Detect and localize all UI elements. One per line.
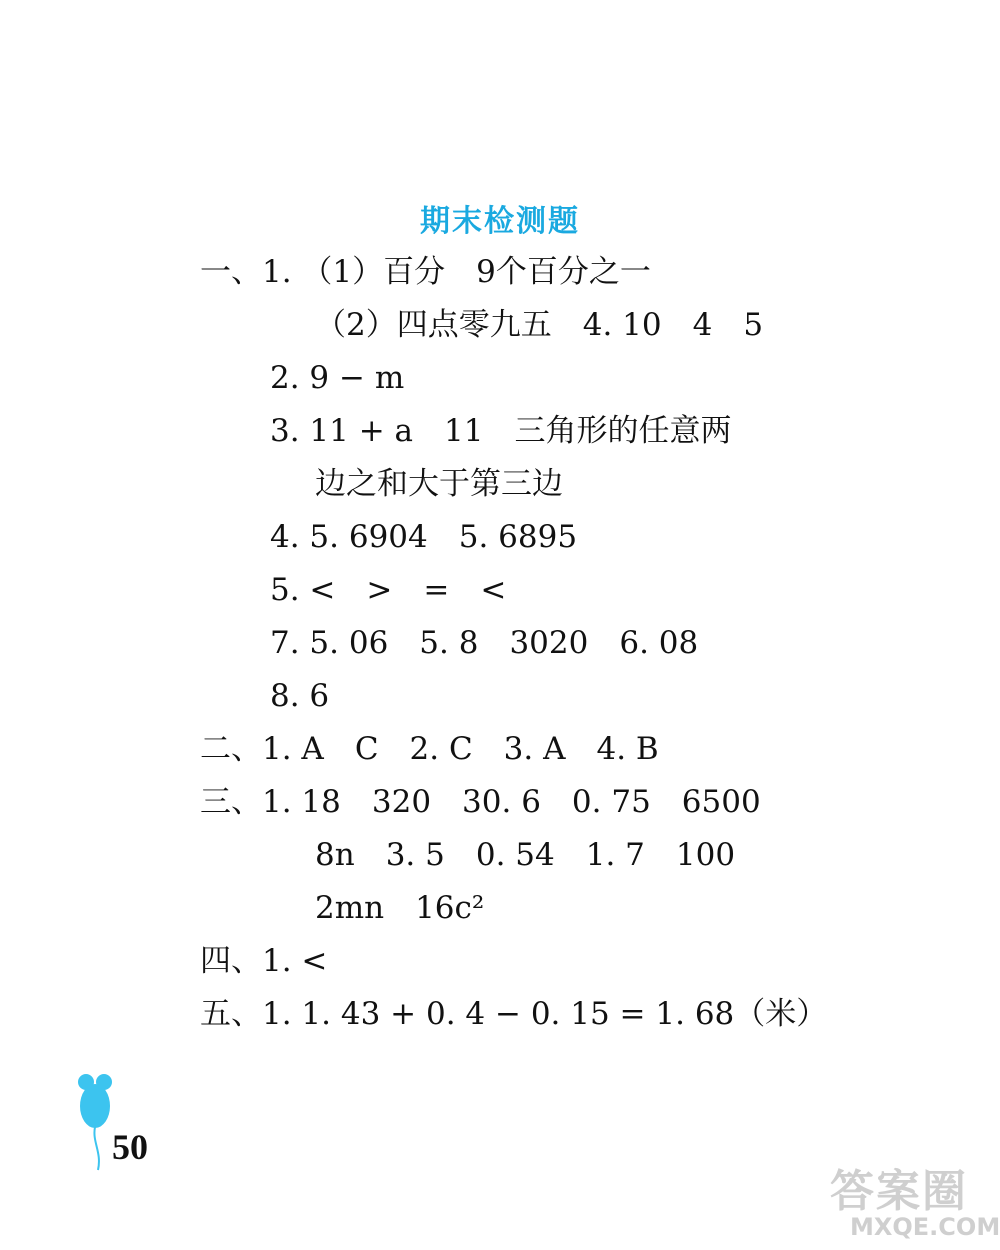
answer-line: 3. 11 + a 11 三角形的任意两 <box>270 413 732 449</box>
answer-line: 5. < > = < <box>270 572 507 608</box>
answer-line: 2mn 16c² <box>315 890 485 926</box>
answer-line: 五、1. 1. 43 + 0. 4 − 0. 15 = 1. 68（米） <box>200 996 828 1032</box>
answer-line: 8n 3. 5 0. 54 1. 7 100 <box>315 837 736 873</box>
answer-line: 2. 9 − m <box>270 360 405 396</box>
page-title: 期末检测题 <box>420 204 580 239</box>
watermark <box>820 1155 1000 1245</box>
answer-line: （2）四点零九五 4. 10 4 5 <box>315 307 764 343</box>
page-number: 50 <box>112 1127 148 1167</box>
answer-line: 一、1. （1）百分 9个百分之一 <box>200 254 651 290</box>
answer-line: 二、1. A C 2. C 3. A 4. B <box>200 731 659 767</box>
answer-line: 4. 5. 6904 5. 6895 <box>270 519 578 555</box>
watermark-logo: 答案圈 <box>830 1166 968 1217</box>
answer-line: 8. 6 <box>270 678 330 714</box>
answer-line: 边之和大于第三边 <box>315 466 563 502</box>
watermark-url: MXQE.COM <box>850 1213 1000 1241</box>
answer-line: 7. 5. 06 5. 8 3020 6. 08 <box>270 625 699 661</box>
answer-line: 四、1. < <box>200 943 328 979</box>
answer-line: 三、1. 18 320 30. 6 0. 75 6500 <box>200 784 761 820</box>
